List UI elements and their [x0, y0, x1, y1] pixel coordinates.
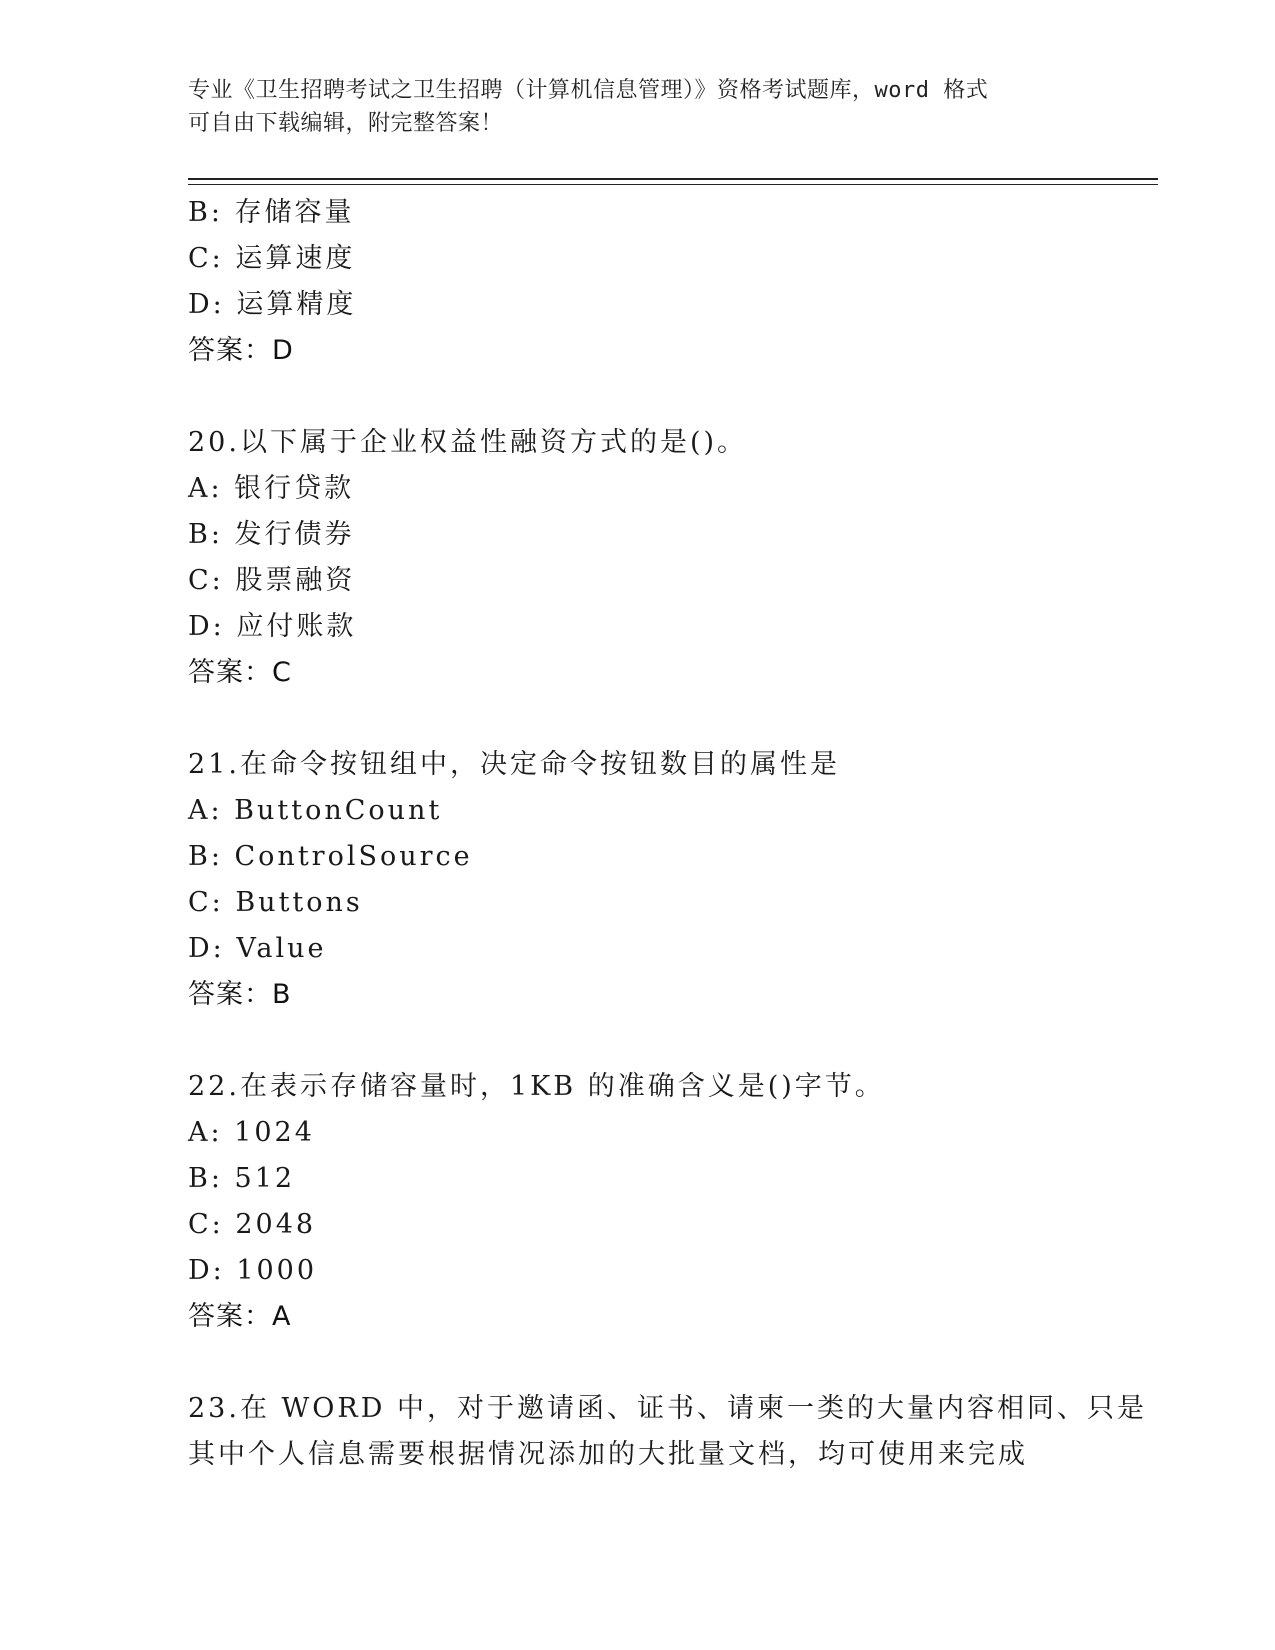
answer: 答案：D: [188, 335, 294, 366]
question-22: [188, 1064, 1158, 1340]
question-text-line-2: 其中个人信息需要根据情况添加的大批量文档，均可使用来完成: [188, 1439, 1028, 1470]
option-b: B: 存储容量: [188, 197, 355, 228]
question-text: 21.在命令按钮组中，决定命令按钮数目的属性是: [188, 749, 840, 780]
question-text: 20.以下属于企业权益性融资方式的是()。: [188, 427, 748, 458]
option-d: D: 运算精度: [188, 289, 357, 320]
answer: 答案：A: [188, 1301, 292, 1332]
spacer: [188, 1018, 1158, 1064]
option-d: D: 1000: [188, 1255, 318, 1286]
question-20: [188, 420, 1158, 696]
header-line-2: 可自由下载编辑，附完整答案！: [188, 111, 504, 136]
option-a: A: 1024: [188, 1117, 315, 1148]
document-header: [188, 74, 1088, 140]
question-list: [188, 190, 1158, 1478]
question-23: [188, 1386, 1158, 1478]
header-divider-thick: [188, 178, 1158, 180]
question-21: [188, 742, 1158, 1018]
option-c: C: Buttons: [188, 887, 363, 918]
option-a: A: 银行贷款: [188, 473, 355, 504]
spacer: [188, 374, 1158, 420]
option-c: C: 2048: [188, 1209, 317, 1240]
option-a: A: ButtonCount: [188, 795, 443, 826]
spacer: [188, 1340, 1158, 1386]
header-divider-thin: [188, 184, 1158, 185]
question-19-tail: [188, 190, 1158, 374]
option-c: C: 运算速度: [188, 243, 356, 274]
answer: 答案：B: [188, 979, 292, 1010]
question-text-line-1: 23.在 WORD 中，对于邀请函、证书、请柬一类的大量内容相同、只是: [188, 1393, 1147, 1424]
question-text: 22.在表示存储容量时，1KB 的准确含义是()字节。: [188, 1071, 885, 1102]
header-line-1: 专业《卫生招聘考试之卫生招聘（计算机信息管理）》资格考试题库，word 格式: [188, 78, 989, 103]
answer: 答案：C: [188, 657, 292, 688]
option-b: B: 发行债券: [188, 519, 355, 550]
spacer: [188, 696, 1158, 742]
option-c: C: 股票融资: [188, 565, 356, 596]
option-d: D: Value: [188, 933, 327, 964]
option-b: B: 512: [188, 1163, 296, 1194]
option-d: D: 应付账款: [188, 611, 357, 642]
option-b: B: ControlSource: [188, 841, 473, 872]
